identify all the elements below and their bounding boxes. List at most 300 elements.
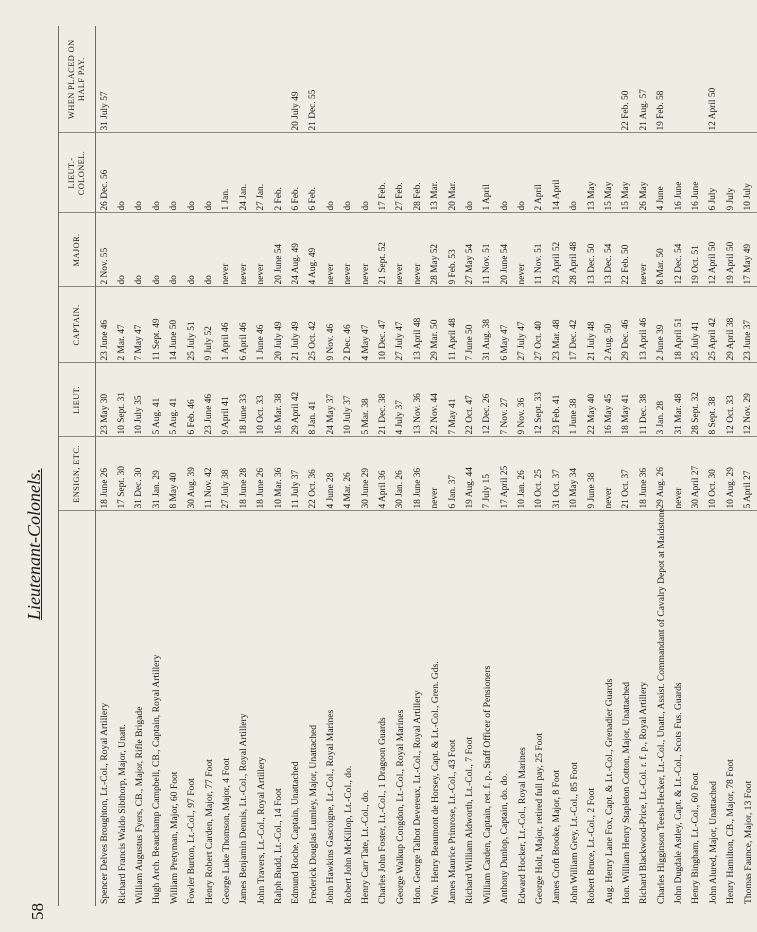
ensign-date-cell: 11 Nov. 42: [200, 437, 217, 511]
officer-name-cell: George Holt, Major, retired full pay, 25 Foot: [533, 733, 545, 904]
lt-colonel-date-cell: 4 June: [653, 133, 670, 213]
captain-date-cell: 7 May 47: [131, 287, 148, 363]
ensign-date-cell: 8 May 40: [166, 437, 183, 511]
lt-colonel-date-cell: 6 Feb.: [287, 133, 304, 213]
lieut-date-cell: 5 Aug. 41: [148, 363, 165, 437]
captain-date-cell: 17 Dec. 42: [566, 287, 583, 363]
captain-date-cell: 2 June 39: [653, 287, 670, 363]
officer-name-cell: George Walkup Congdon, Lt.-Col., Royal Marines: [394, 709, 406, 904]
captain-date-cell: 9 Nov. 46: [322, 287, 339, 363]
ensign-date-cell: 18 June 26: [96, 437, 114, 511]
captain-date-cell: 6 May 47: [496, 287, 513, 363]
column-header-major: MAJOR.: [59, 213, 96, 287]
major-date-cell: do: [131, 213, 148, 287]
column-header-captain: CAPTAIN.: [59, 287, 96, 363]
officer-name-cell: John Travers, Lt.-Col., Royal Artillery: [255, 756, 267, 904]
officer-name-cell: William Pretyman, Major, 60 Foot: [168, 771, 180, 904]
half-pay-date-cell: [200, 26, 217, 133]
lieut-date-cell: 21 Dec. 38: [374, 363, 391, 437]
lt-colonel-date-cell: do: [496, 133, 513, 213]
lieut-date-cell: 12 Nov. 29: [739, 363, 756, 437]
ensign-date-cell: 5 April 27: [739, 437, 756, 511]
table-row: [409, 26, 426, 906]
captain-date-cell: 29 April 38: [722, 287, 739, 363]
page-number: 58: [28, 903, 47, 920]
officer-name-cell: William Augustus Fyers, CB., Major, Rifle Brigade: [133, 706, 145, 904]
captain-date-cell: 13 April 48: [409, 287, 426, 363]
captain-date-cell: 23 June 37: [739, 287, 756, 363]
table-row: [687, 26, 704, 906]
major-date-cell: never: [357, 213, 374, 287]
table-row: [722, 26, 739, 906]
ensign-date-cell: 18 June 26: [253, 437, 270, 511]
lt-colonel-date-cell: 9 July: [722, 133, 739, 213]
lt-colonel-date-cell: 16 June: [670, 133, 687, 213]
lt-colonel-date-cell: do: [357, 133, 374, 213]
officer-name-cell: William Carden, Captain, ret. f. p., Staff Officer of Pensioners: [481, 665, 493, 904]
lieut-date-cell: 23 May 30: [96, 363, 114, 437]
table-row: [635, 26, 652, 906]
half-pay-date-cell: [739, 26, 756, 133]
lieut-date-cell: 16 May 45: [600, 363, 617, 437]
ensign-date-cell: 10 Oct. 30: [705, 437, 722, 511]
major-date-cell: do: [148, 213, 165, 287]
officer-name-cell: Henry Robert Carden, Major, 77 Foot: [203, 759, 215, 904]
major-date-cell: never: [392, 213, 409, 287]
table-row: [270, 26, 287, 906]
half-pay-date-cell: 21 Aug. 57: [635, 26, 652, 133]
lieut-date-cell: 22 Oct. 47: [461, 363, 478, 437]
captain-date-cell: 11 Sept. 49: [148, 287, 165, 363]
officer-name-cell: John Alured, Major, Unattached: [707, 781, 719, 904]
table-row: [566, 26, 583, 906]
officer-name-cell: Edmund Roche, Captain, Unattached: [290, 761, 302, 904]
lieut-date-cell: 24 May 37: [322, 363, 339, 437]
major-date-cell: never: [322, 213, 339, 287]
ensign-date-cell: 11 July 37: [287, 437, 304, 511]
lt-colonel-date-cell: do: [566, 133, 583, 213]
major-date-cell: 13 Dec. 54: [600, 213, 617, 287]
major-date-cell: never: [635, 213, 652, 287]
half-pay-date-cell: [409, 26, 426, 133]
ensign-date-cell: never: [670, 437, 687, 511]
half-pay-date-cell: [722, 26, 739, 133]
lieut-date-cell: 18 June 33: [235, 363, 252, 437]
major-date-cell: never: [339, 213, 356, 287]
ensign-date-cell: 17 April 25: [496, 437, 513, 511]
table-row: [392, 26, 409, 906]
table-row: [548, 26, 565, 906]
half-pay-date-cell: 21 Dec. 55: [305, 26, 322, 133]
major-date-cell: do: [183, 213, 200, 287]
ensign-date-cell: 4 Mar. 26: [339, 437, 356, 511]
ensign-date-cell: 4 June 28: [322, 437, 339, 511]
table-row: [374, 26, 391, 906]
table-row: [583, 26, 600, 906]
lt-colonel-date-cell: 6 July: [705, 133, 722, 213]
half-pay-date-cell: [531, 26, 548, 133]
officer-name-cell: Fowler Burton, Lt.-Col., 97 Foot: [186, 778, 198, 904]
column-header-ensign: ENSIGN, ETC.: [59, 437, 96, 511]
major-date-cell: 21 Sept. 52: [374, 213, 391, 287]
ensign-date-cell: 19 Aug. 44: [461, 437, 478, 511]
column-header-lt-colonel: LIEUT.-COLONEL.: [59, 133, 96, 213]
lt-colonel-date-cell: do: [166, 133, 183, 213]
ensign-date-cell: 10 May 34: [566, 437, 583, 511]
ensign-date-cell: 10 Oct. 25: [531, 437, 548, 511]
lt-colonel-date-cell: 27 Jan.: [253, 133, 270, 213]
half-pay-date-cell: [670, 26, 687, 133]
captain-date-cell: 10 Dec. 47: [374, 287, 391, 363]
lieut-date-cell: 8 Jan. 41: [305, 363, 322, 437]
lieut-date-cell: 6 Feb. 46: [183, 363, 200, 437]
major-date-cell: do: [166, 213, 183, 287]
officer-name-cell: John Hawkins Gascoigne, Lt.-Col., Royal Marines: [325, 709, 337, 904]
lieut-date-cell: 10 Oct. 33: [253, 363, 270, 437]
lt-colonel-date-cell: 1 April: [479, 133, 496, 213]
lieut-date-cell: 12 Dec. 26: [479, 363, 496, 437]
captain-date-cell: 2 Aug. 50: [600, 287, 617, 363]
table-row: [339, 26, 356, 906]
ensign-date-cell: 31 Dec. 30: [131, 437, 148, 511]
table-row: [705, 26, 722, 906]
half-pay-date-cell: [253, 26, 270, 133]
lt-colonel-date-cell: do: [322, 133, 339, 213]
table-row: [200, 26, 217, 906]
lieut-date-cell: 11 Dec. 38: [635, 363, 652, 437]
ensign-date-cell: 30 April 27: [687, 437, 704, 511]
table-row: [618, 26, 635, 906]
lieut-date-cell: 28 Sept. 32: [687, 363, 704, 437]
major-date-cell: 4 Aug. 49: [305, 213, 322, 287]
lieut-date-cell: 1 June 38: [566, 363, 583, 437]
ensign-date-cell: never: [426, 437, 443, 511]
lt-colonel-date-cell: do: [461, 133, 478, 213]
half-pay-date-cell: [322, 26, 339, 133]
half-pay-date-cell: [583, 26, 600, 133]
major-date-cell: 20 June 54: [270, 213, 287, 287]
table-row: [426, 26, 443, 906]
captain-date-cell: 14 June 50: [166, 287, 183, 363]
table-row: [670, 26, 687, 906]
lieut-date-cell: 5 Aug. 41: [166, 363, 183, 437]
major-date-cell: 13 Dec. 50: [583, 213, 600, 287]
officers-register-table: [58, 26, 757, 906]
lt-colonel-date-cell: do: [113, 133, 130, 213]
officer-name-cell: Spencer Delves Broughton, Lt.-Col., Royal Artillery: [99, 702, 111, 904]
officer-name-cell: Charles John Foster, Lt.-Col., 1 Dragoon Guards: [377, 717, 389, 904]
officer-name-cell: George Luke Thomson, Major, 4 Foot: [220, 757, 232, 904]
major-date-cell: 22 Feb. 50: [618, 213, 635, 287]
ensign-date-cell: 22 Oct. 36: [305, 437, 322, 511]
column-header-lieut: LIEUT.: [59, 363, 96, 437]
officer-name-cell: John William Grey, Lt.-Col., 85 Foot: [568, 762, 580, 904]
officer-name-cell: Richard Blackwood-Price, Lt.-Col. r. f. p., Royal Artillery: [638, 681, 650, 904]
captain-date-cell: 1 April 46: [218, 287, 235, 363]
officer-name-cell: Frederick Douglas Lumley, Major, Unattached: [307, 724, 319, 904]
table-row: [653, 26, 670, 906]
lieut-date-cell: 12 Oct. 33: [722, 363, 739, 437]
major-date-cell: 11 Nov. 51: [479, 213, 496, 287]
major-date-cell: 28 April 48: [566, 213, 583, 287]
ensign-date-cell: 30 Jan. 26: [392, 437, 409, 511]
lt-colonel-date-cell: do: [339, 133, 356, 213]
officer-name-cell: Charles Higginson Teesh-Hecker, Lt.-Col., Unatt., Assist. Commandant of Cavalry Depot at Maidstone: [655, 508, 667, 904]
officer-name-cell: Robert John McKillop, Lt.-Col., do.: [342, 765, 354, 904]
half-pay-date-cell: [183, 26, 200, 133]
major-date-cell: 8 Mar. 50: [653, 213, 670, 287]
ensign-date-cell: 7 July 15: [479, 437, 496, 511]
major-date-cell: never: [513, 213, 530, 287]
major-date-cell: 19 Oct. 51: [687, 213, 704, 287]
lieut-date-cell: 10 Sept. 31: [113, 363, 130, 437]
captain-date-cell: 2 Dec. 46: [339, 287, 356, 363]
officer-name-cell: Hon. William Henry Stapleton Cotton, Major, Unattached: [620, 681, 632, 904]
officer-name-cell: Ralph Budd, Lt.-Col., 14 Foot: [273, 788, 285, 904]
ensign-date-cell: 27 July 38: [218, 437, 235, 511]
half-pay-date-cell: [426, 26, 443, 133]
officer-name-cell: Edward Hocker, Lt.-Col., Royal Marines: [516, 747, 528, 904]
officer-name-cell: Hugh Arch. Beauchamp Campbell, CB., Captain, Royal Artillery: [151, 654, 163, 904]
lieut-date-cell: 5 Mar. 38: [357, 363, 374, 437]
lt-colonel-date-cell: 1 Jan.: [218, 133, 235, 213]
lieut-date-cell: 29 April 42: [287, 363, 304, 437]
officer-name-cell: Hon. George Talbot Devereux, Lt.-Col., Royal Artillery: [412, 690, 424, 904]
lt-colonel-date-cell: 13 Mar.: [426, 133, 443, 213]
ensign-date-cell: never: [600, 437, 617, 511]
captain-date-cell: 7 June 50: [461, 287, 478, 363]
captain-date-cell: 25 July 51: [183, 287, 200, 363]
ensign-date-cell: 21 Oct. 37: [618, 437, 635, 511]
officer-name-cell: James Maurice Primrose, Lt.-Col., 43 Foot: [447, 739, 458, 904]
page-title: Lieutenant-Colonels.: [24, 468, 44, 620]
captain-date-cell: 27 July 47: [513, 287, 530, 363]
table-header-row: [59, 26, 96, 906]
lieut-date-cell: 7 Nov. 27: [496, 363, 513, 437]
officer-name-cell: James Benjamin Dennis, Lt.-Col., Royal Artillery: [238, 713, 250, 904]
table-row: [235, 26, 252, 906]
ensign-date-cell: 4 April 36: [374, 437, 391, 511]
major-date-cell: 17 May 49: [739, 213, 756, 287]
table-row: [183, 26, 200, 906]
ensign-date-cell: 10 Aug. 29: [722, 437, 739, 511]
lieut-date-cell: 7 May 41: [444, 363, 461, 437]
captain-date-cell: 18 April 51: [670, 287, 687, 363]
half-pay-date-cell: [218, 26, 235, 133]
officer-name-cell: Wm. Henry Beaumont de Horsey, Capt. & Lt.-Col., Gren. Gds.: [429, 661, 441, 904]
lt-colonel-date-cell: 24 Jan.: [235, 133, 252, 213]
table-row: [600, 26, 617, 906]
lt-colonel-date-cell: 20 Mar.: [444, 133, 461, 213]
lieut-date-cell: 23 June 46: [200, 363, 217, 437]
captain-date-cell: 13 April 46: [635, 287, 652, 363]
table-row: [148, 26, 165, 906]
half-pay-date-cell: [687, 26, 704, 133]
officer-name-cell: Thomas Faunce, Major, 13 Foot: [742, 780, 754, 904]
lt-colonel-date-cell: 26 May: [635, 133, 652, 213]
captain-date-cell: 31 Aug. 38: [479, 287, 496, 363]
lieut-date-cell: 9 Nov. 36: [513, 363, 530, 437]
lieut-date-cell: 22 May 40: [583, 363, 600, 437]
half-pay-date-cell: 20 July 49: [287, 26, 304, 133]
captain-date-cell: 11 April 48: [444, 287, 461, 363]
lt-colonel-date-cell: 16 June: [687, 133, 704, 213]
lt-colonel-date-cell: 28 Feb.: [409, 133, 426, 213]
major-date-cell: 24 Aug. 49: [287, 213, 304, 287]
captain-date-cell: 23 Mar. 48: [548, 287, 565, 363]
captain-date-cell: 25 April 42: [705, 287, 722, 363]
officer-name-cell: Robert Bruce, Lt.-Col., 2 Foot: [586, 787, 598, 904]
captain-date-cell: 9 July 52: [200, 287, 217, 363]
major-date-cell: 27 May 54: [461, 213, 478, 287]
half-pay-date-cell: [548, 26, 565, 133]
major-date-cell: 19 April 50: [722, 213, 739, 287]
half-pay-date-cell: [235, 26, 252, 133]
lt-colonel-date-cell: 2 Feb.: [270, 133, 287, 213]
captain-date-cell: 23 June 46: [96, 287, 114, 363]
captain-date-cell: 29 Mar. 50: [426, 287, 443, 363]
captain-date-cell: 1 June 46: [253, 287, 270, 363]
ensign-date-cell: 31 Jan. 29: [148, 437, 165, 511]
captain-date-cell: 25 Oct. 42: [305, 287, 322, 363]
major-date-cell: 9 Feb. 53: [444, 213, 461, 287]
lt-colonel-date-cell: 15 May: [600, 133, 617, 213]
half-pay-date-cell: 31 July 57: [96, 26, 114, 133]
table-row: [357, 26, 374, 906]
half-pay-date-cell: [600, 26, 617, 133]
major-date-cell: never: [218, 213, 235, 287]
ensign-date-cell: 10 Mar. 36: [270, 437, 287, 511]
officer-name-cell: John Dugdale Astley, Capt. & Lt.-Col., Scots Fus. Guards: [673, 682, 685, 904]
half-pay-date-cell: [113, 26, 130, 133]
half-pay-date-cell: [444, 26, 461, 133]
captain-date-cell: 27 July 47: [392, 287, 409, 363]
half-pay-date-cell: [339, 26, 356, 133]
officer-name-cell: Henry Carr Tate, Lt.-Col., do.: [360, 790, 372, 904]
ensign-date-cell: 29 Aug. 26: [653, 437, 670, 511]
lt-colonel-date-cell: do: [131, 133, 148, 213]
table-row: [113, 26, 130, 906]
half-pay-date-cell: [148, 26, 165, 133]
captain-date-cell: 21 July 49: [287, 287, 304, 363]
half-pay-date-cell: [270, 26, 287, 133]
table-row: [739, 26, 756, 906]
officer-name-cell: Richard William Aldworth, Lt.-Col., 7 Foot: [464, 736, 476, 904]
half-pay-date-cell: 19 Feb. 58: [653, 26, 670, 133]
lt-colonel-date-cell: 13 May: [583, 133, 600, 213]
officer-name-cell: James Croft Brooke, Major, 8 Foot: [551, 769, 563, 904]
lt-colonel-date-cell: do: [148, 133, 165, 213]
half-pay-date-cell: [166, 26, 183, 133]
lieut-date-cell: 22 Nov. 44: [426, 363, 443, 437]
captain-date-cell: 4 May 47: [357, 287, 374, 363]
table-row: [253, 26, 270, 906]
table-row: [496, 26, 513, 906]
table-row: [287, 26, 304, 906]
table-row: [166, 26, 183, 906]
lt-colonel-date-cell: 6 Feb.: [305, 133, 322, 213]
ensign-date-cell: 18 June 36: [635, 437, 652, 511]
half-pay-date-cell: 12 April 50: [705, 26, 722, 133]
half-pay-date-cell: [513, 26, 530, 133]
major-date-cell: 28 May 52: [426, 213, 443, 287]
table-row: [513, 26, 530, 906]
lieut-date-cell: 13 Nov. 36: [409, 363, 426, 437]
table-row: [96, 26, 114, 906]
lt-colonel-date-cell: do: [513, 133, 530, 213]
captain-date-cell: 29 Dec. 46: [618, 287, 635, 363]
lt-colonel-date-cell: 10 July: [739, 133, 756, 213]
lt-colonel-date-cell: do: [200, 133, 217, 213]
ensign-date-cell: 18 June 28: [235, 437, 252, 511]
lieut-date-cell: 23 Feb. 41: [548, 363, 565, 437]
half-pay-date-cell: [461, 26, 478, 133]
lt-colonel-date-cell: 26 Dec. 56: [96, 133, 114, 213]
half-pay-date-cell: 22 Feb. 50: [618, 26, 635, 133]
major-date-cell: 11 Nov. 51: [531, 213, 548, 287]
table-row: [444, 26, 461, 906]
lieut-date-cell: 8 Sept. 38: [705, 363, 722, 437]
column-header-name: [59, 511, 96, 906]
major-date-cell: never: [235, 213, 252, 287]
half-pay-date-cell: [479, 26, 496, 133]
table-body: [96, 26, 757, 906]
lieut-date-cell: 18 May 41: [618, 363, 635, 437]
half-pay-date-cell: [374, 26, 391, 133]
officer-name-cell: Henry Hamilton, CB., Major, 78 Foot: [725, 759, 737, 904]
lieut-date-cell: 16 Mar. 38: [270, 363, 287, 437]
table-row: [131, 26, 148, 906]
lt-colonel-date-cell: 27 Feb.: [392, 133, 409, 213]
captain-date-cell: 20 July 49: [270, 287, 287, 363]
table-row: [322, 26, 339, 906]
lieut-date-cell: 10 July 35: [131, 363, 148, 437]
half-pay-date-cell: [357, 26, 374, 133]
major-date-cell: 20 June 54: [496, 213, 513, 287]
officer-name-cell: Richard Francis Waldo Sibthorp, Major, Unatt.: [116, 724, 128, 904]
ensign-date-cell: 10 Jan. 26: [513, 437, 530, 511]
major-date-cell: 12 Dec. 54: [670, 213, 687, 287]
lieut-date-cell: 12 Sept. 33: [531, 363, 548, 437]
officer-name-cell: Anthony Dunlop, Captain, do. do.: [499, 773, 511, 904]
lieut-date-cell: 9 April 41: [218, 363, 235, 437]
lt-colonel-date-cell: 17 Feb.: [374, 133, 391, 213]
lt-colonel-date-cell: 14 April: [548, 133, 565, 213]
ensign-date-cell: 31 Oct. 37: [548, 437, 565, 511]
half-pay-date-cell: [392, 26, 409, 133]
major-date-cell: do: [113, 213, 130, 287]
major-date-cell: 23 April 52: [548, 213, 565, 287]
table-row: [479, 26, 496, 906]
captain-date-cell: 6 April 46: [235, 287, 252, 363]
table-row: [461, 26, 478, 906]
ensign-date-cell: 30 Aug. 39: [183, 437, 200, 511]
lt-colonel-date-cell: 2 April: [531, 133, 548, 213]
major-date-cell: do: [200, 213, 217, 287]
lieut-date-cell: 31 Mar. 48: [670, 363, 687, 437]
half-pay-date-cell: [131, 26, 148, 133]
lieut-date-cell: 10 July 37: [339, 363, 356, 437]
major-date-cell: never: [409, 213, 426, 287]
half-pay-date-cell: [566, 26, 583, 133]
major-date-cell: 12 April 50: [705, 213, 722, 287]
officer-name-cell: Henry Bingham, Lt.-Col., 60 Foot: [690, 772, 702, 904]
lieut-date-cell: 3 Jan. 28: [653, 363, 670, 437]
major-date-cell: never: [253, 213, 270, 287]
table-row: [218, 26, 235, 906]
table-row: [305, 26, 322, 906]
ensign-date-cell: 6 Jan. 37: [444, 437, 461, 511]
